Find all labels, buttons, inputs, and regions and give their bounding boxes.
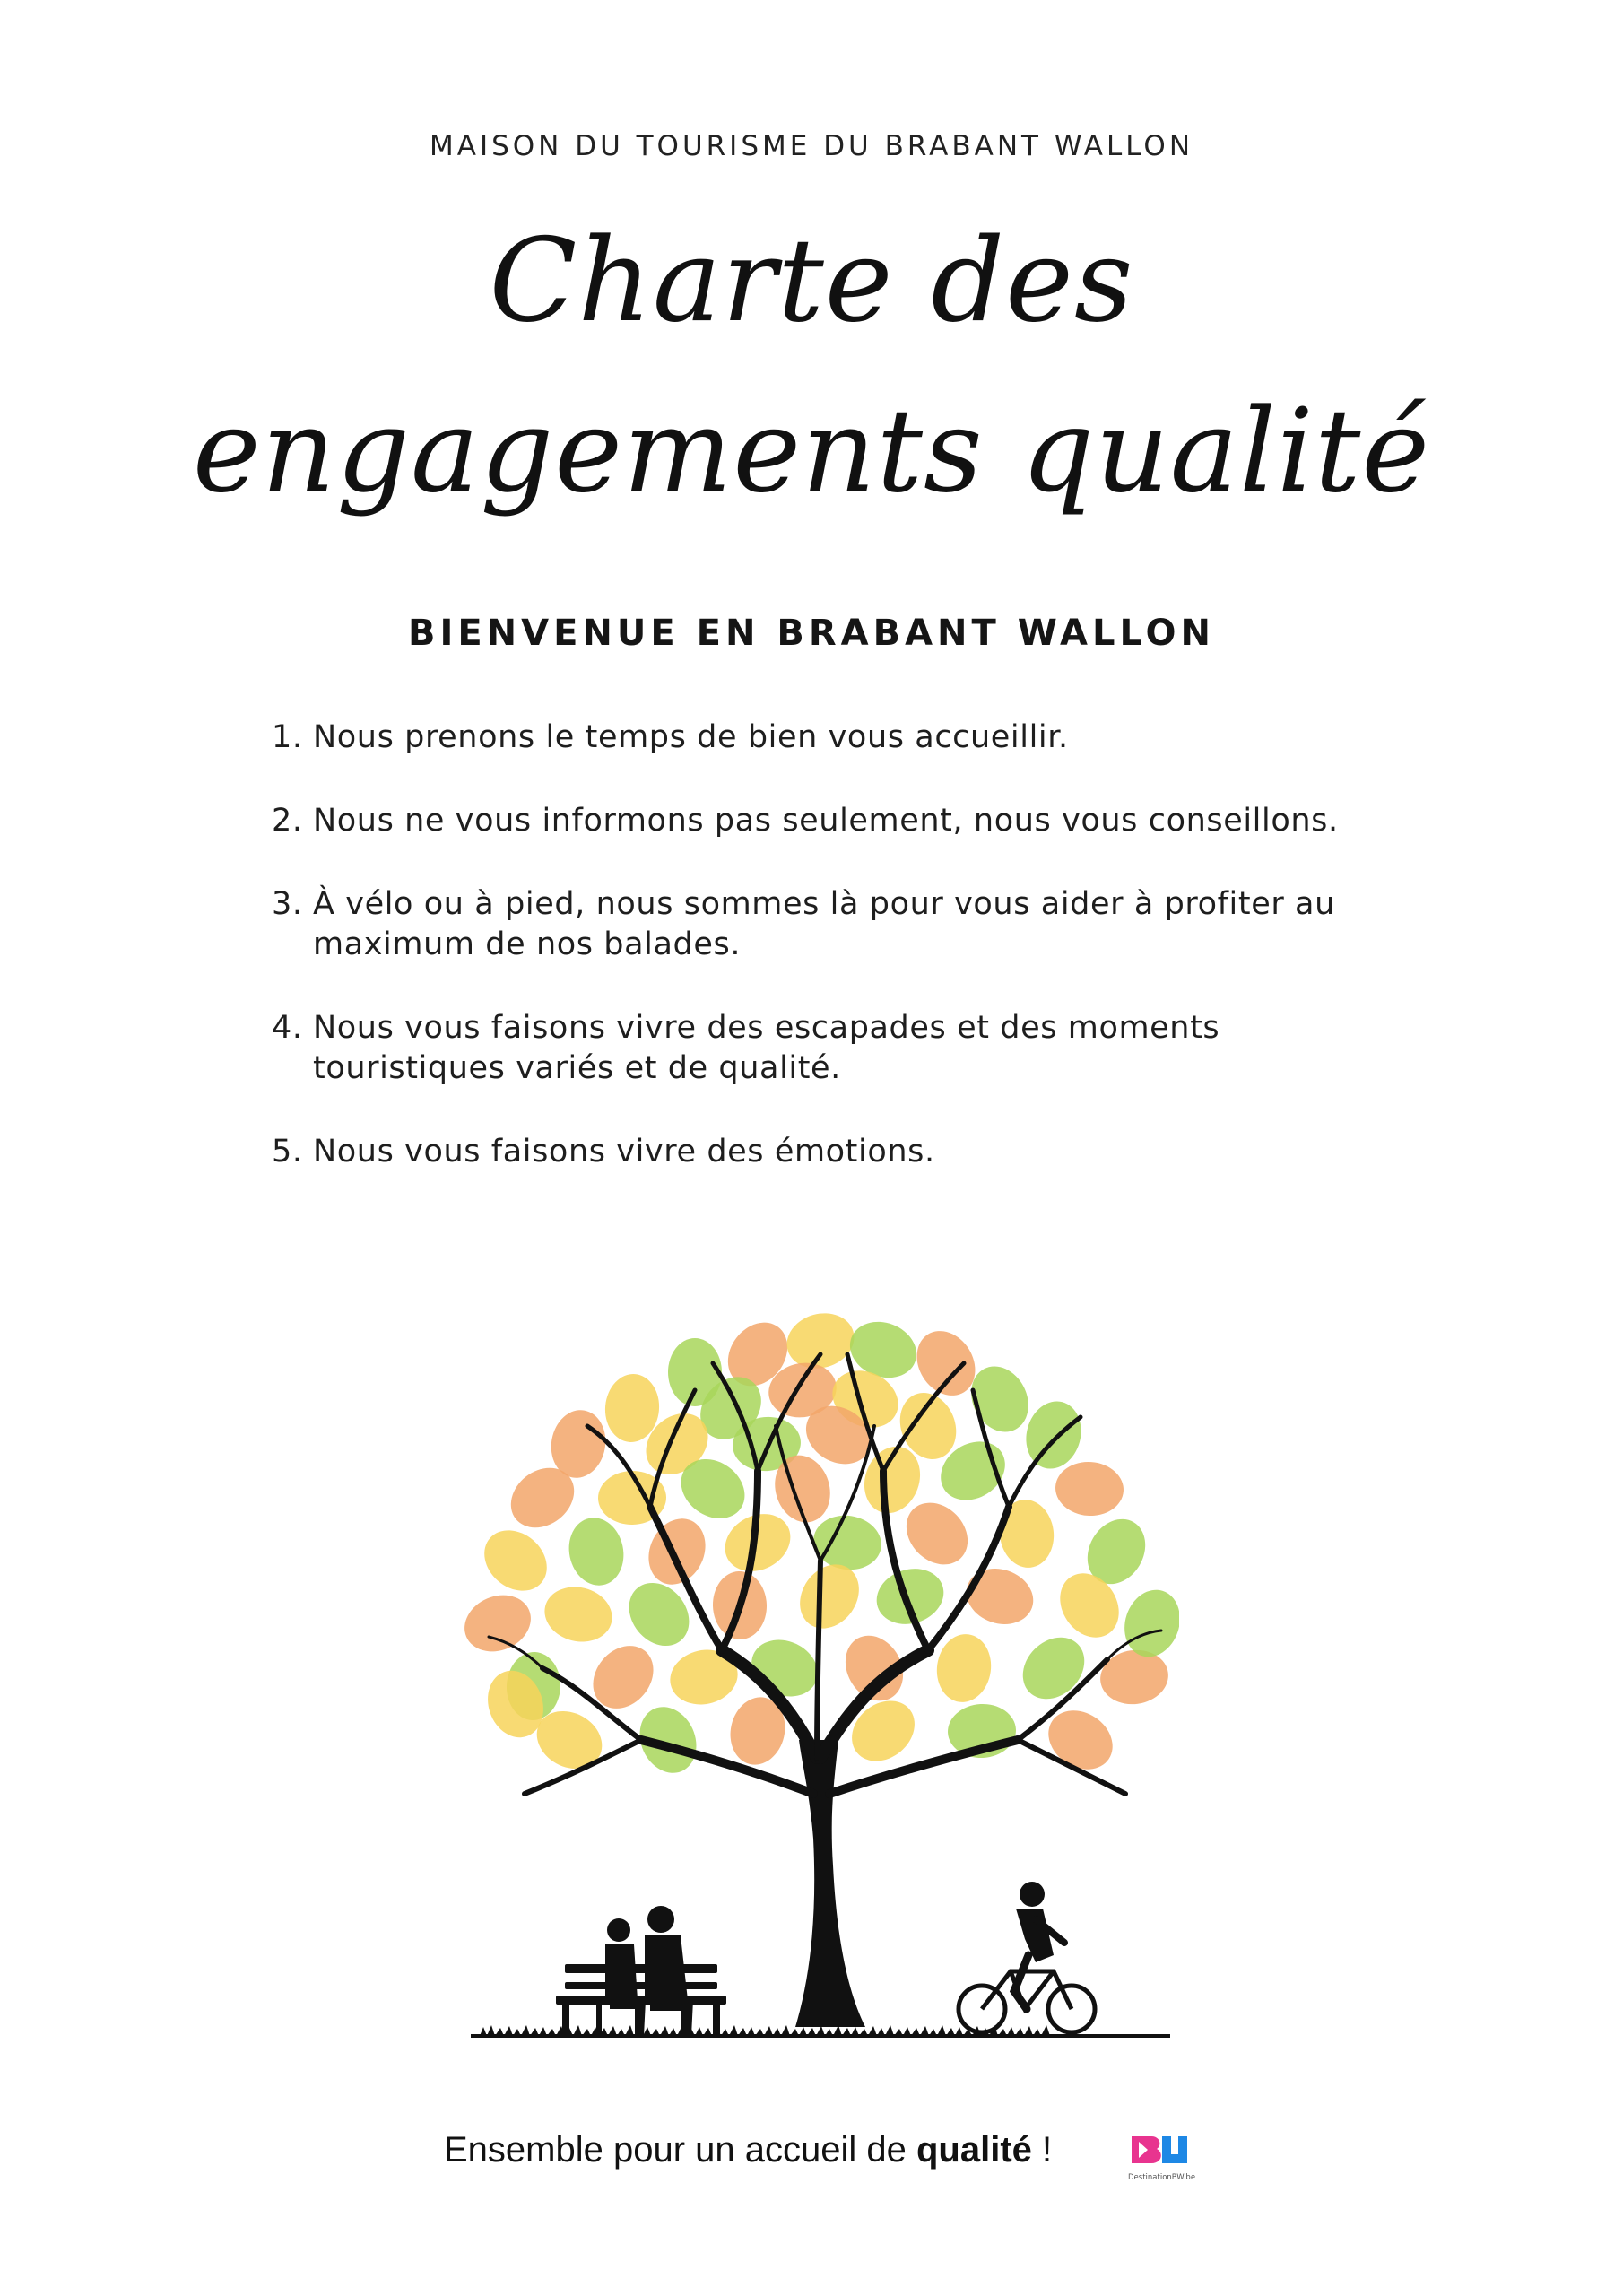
- commitment-number: 2.: [272, 803, 303, 839]
- leaf-blot: [563, 1513, 629, 1591]
- commitment-text: Nous prenons le temps de bien vous accueillir.: [313, 719, 1069, 755]
- leaf-blot: [870, 1561, 951, 1633]
- leaf-blot: [473, 1518, 560, 1603]
- welcome-heading: BIENVENUE EN BRABANT WALLON: [407, 613, 1216, 654]
- commitment-number: 3.: [272, 886, 303, 922]
- commitment-text: À vélo ou à pied, nous sommes là pour vous aider à profiter au maximum de nos balades.: [313, 886, 1335, 962]
- leaf-blot: [1097, 1646, 1172, 1709]
- leaf-cluster: [462, 1306, 1179, 1782]
- commitments-list: [272, 718, 1437, 1215]
- commitment-number: 5.: [272, 1134, 303, 1170]
- commitment-item: [272, 718, 1437, 758]
- tagline-suffix: !: [1031, 2130, 1053, 2170]
- commitment-number: 1.: [272, 719, 303, 755]
- commitment-item: [272, 884, 1425, 965]
- commitment-text: Nous ne vous informons pas seulement, nous vous conseillons.: [313, 803, 1339, 839]
- commitment-item: [272, 1132, 1437, 1172]
- commitment-number: 4.: [272, 1010, 303, 1046]
- leaf-blot: [638, 1509, 716, 1594]
- bench-couple-icon: [556, 1906, 726, 2036]
- commitment-item: [272, 801, 1437, 841]
- leaf-blot: [1054, 1459, 1125, 1518]
- title-line-1: Charte des: [489, 214, 1134, 348]
- leaf-blot: [1019, 1396, 1089, 1475]
- tagline-prefix: Ensemble pour un accueil de: [444, 2130, 916, 2170]
- title-line-2: engagements qualité: [192, 385, 1431, 518]
- leaf-blot: [539, 1580, 618, 1649]
- tagline-bold: qualité: [916, 2130, 1032, 2170]
- leaf-blot: [1011, 1625, 1097, 1711]
- footer-tagline: [444, 2130, 1052, 2170]
- commitment-text: Nous vous faisons vivre des escapades et des moments touristiques variés et de qualité.: [313, 1010, 1220, 1086]
- organisation-name: MAISON DU TOURISME DU BRABANT WALLON: [429, 130, 1194, 162]
- destination-bw-logo: [1126, 2133, 1198, 2188]
- cyclist-icon: [959, 1882, 1095, 2032]
- leaf-blot: [581, 1634, 666, 1721]
- tree-illustration-icon: [462, 1292, 1179, 2054]
- logo-caption: DestinationBW.be: [1128, 2173, 1196, 2182]
- commitment-item: [272, 1008, 1281, 1089]
- leaf-blot: [462, 1586, 540, 1662]
- leaf-blot: [959, 1560, 1040, 1632]
- commitment-text: Nous vous faisons vivre des émotions.: [313, 1134, 935, 1170]
- leaf-blot: [933, 1631, 995, 1706]
